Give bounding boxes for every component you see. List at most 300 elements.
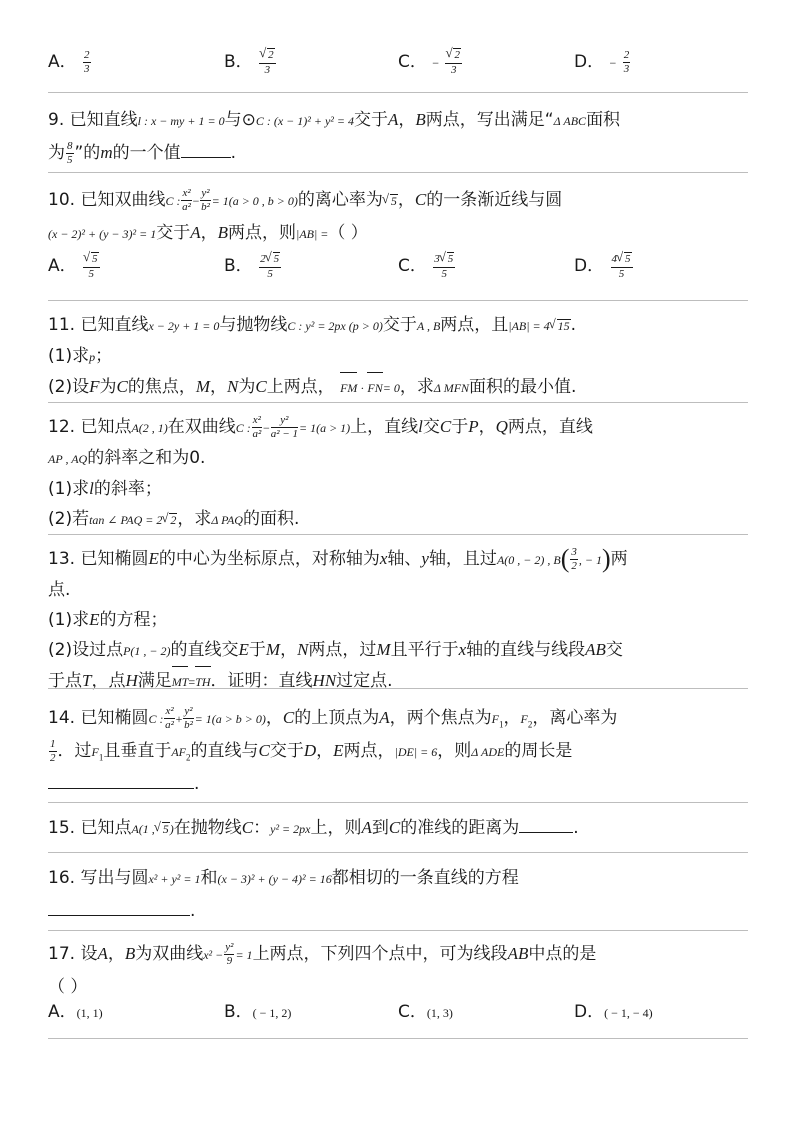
text: 的直线与 — [190, 741, 259, 761]
math: T — [82, 671, 92, 690]
denominator: 5 — [88, 267, 95, 280]
text: 轴、 — [387, 549, 422, 569]
sqrt: √ 5 — [447, 252, 455, 265]
text: ， — [200, 223, 218, 243]
text: ， — [107, 944, 125, 964]
math: C : y² = 2px (p > 0) — [287, 319, 383, 333]
text: 的方程； — [99, 610, 168, 630]
denominator: 5 — [441, 267, 448, 280]
text: ， — [316, 741, 334, 761]
math: = — [188, 675, 196, 689]
math: A , B — [416, 319, 441, 333]
option-label: B． — [224, 256, 253, 276]
denominator: 9 — [226, 954, 233, 967]
math: = 0 — [382, 381, 400, 395]
divider — [48, 92, 748, 93]
text: 轴的直线与线段 — [466, 640, 586, 660]
text: 且平行于 — [390, 640, 459, 660]
math: x² − — [203, 948, 224, 962]
numerator — [611, 252, 633, 267]
subscript: 2 — [186, 752, 191, 763]
math: B — [217, 223, 229, 242]
fraction — [164, 706, 174, 731]
math: = 1(a > b > 0) — [194, 712, 266, 726]
math: A — [361, 818, 372, 837]
math: F — [491, 712, 499, 726]
answer-blank[interactable] — [181, 139, 231, 158]
math: = 1 — [235, 948, 253, 962]
fraction — [49, 739, 57, 764]
text: 为双曲线 — [135, 944, 204, 964]
math: |AB| = — [296, 227, 329, 241]
text: 两点，则 — [228, 223, 297, 243]
divider — [48, 930, 748, 931]
option-value: (1, 3) — [426, 1006, 453, 1020]
math: B — [415, 110, 426, 129]
divider — [48, 802, 748, 803]
math: y — [421, 549, 429, 568]
answer-blank[interactable] — [48, 770, 194, 789]
q8-option-a[interactable] — [48, 46, 92, 78]
text: ， — [503, 708, 521, 728]
numerator: y² — [271, 415, 298, 428]
math: F — [520, 712, 528, 726]
text: 12. 已知点 — [48, 417, 132, 437]
text: 在双曲线 — [167, 417, 236, 437]
text: . — [573, 818, 579, 838]
math: P — [468, 417, 479, 436]
fraction — [252, 415, 262, 440]
denominator: a² — [252, 427, 262, 440]
sqrt: √ 5 — [273, 252, 281, 265]
numerator — [259, 48, 276, 63]
text: 两点，且 — [440, 315, 509, 335]
question-14: 14. 已知椭圆C : $\frac{\text{x²}}{\text{a²}}$ + $\frac{\text{y²}}{\text{b²}}$ = 1(a > b > 0)，C的上顶点为A，两个焦点为$F_1$，$F_2$，离心率为 $\frac{1}{2}$ ．过$F_1$且垂直于$AF_2$的直线与C交于D，E两点，|DE| = 6，则Δ ADE的周长是 . — [48, 704, 618, 794]
text: 的上顶点为 — [294, 708, 380, 728]
math: A(0 , − 2) , B — [496, 553, 561, 567]
subscript: 1 — [98, 752, 104, 763]
fraction — [623, 50, 631, 75]
math: C — [258, 741, 270, 760]
text: ； — [95, 346, 113, 366]
math: |DE| = 6 — [394, 745, 438, 759]
text: 满足 — [137, 671, 172, 691]
coefficient: 2 — [260, 253, 266, 266]
math: C — [282, 708, 295, 727]
math: E — [333, 741, 344, 760]
fraction — [433, 252, 455, 279]
text: ．证明：直线 — [210, 671, 313, 691]
numerator: x² — [182, 186, 191, 199]
text: 为 — [99, 377, 117, 397]
minus-sign: − — [432, 56, 440, 70]
sqrt: √ 2 — [267, 48, 275, 61]
subscript: 1 — [498, 719, 504, 730]
math: m — [100, 143, 113, 162]
fraction — [224, 942, 234, 967]
text: 14. 已知椭圆 — [48, 708, 149, 728]
sqrt: √ 15 — [557, 319, 571, 333]
text: 的面积. — [242, 509, 300, 529]
text: 和 — [200, 868, 218, 888]
text: ，点 — [91, 671, 126, 691]
math: l : x − my + 1 = 0 — [137, 114, 225, 128]
text: ．过 — [57, 741, 92, 761]
denominator: a² — [165, 718, 174, 731]
math: C : (x − 1)² + y² = 4 — [255, 114, 354, 128]
math: x² + y² = 1 — [148, 872, 201, 886]
denominator: 2 — [50, 751, 56, 764]
fraction — [66, 141, 74, 166]
math: M — [265, 640, 281, 659]
sqrt: √ 5 — [624, 252, 632, 265]
fraction — [445, 48, 462, 75]
text: 中点的是 — [528, 944, 597, 964]
text: 交 — [422, 417, 440, 437]
text: (1)求 — [48, 610, 90, 630]
option-label: D． — [574, 52, 605, 72]
text: 的焦点， — [127, 377, 196, 397]
math: M — [195, 377, 210, 396]
text: ， — [478, 417, 496, 437]
denominator: 3 — [450, 63, 457, 76]
text: 交于 — [156, 223, 191, 243]
text: 交于 — [353, 110, 388, 130]
text: 于 — [248, 640, 266, 660]
divider — [48, 534, 748, 535]
divider — [48, 172, 748, 173]
q10-option-b[interactable] — [224, 250, 282, 282]
text: 在抛物线 — [173, 818, 242, 838]
text: ，求 — [177, 509, 212, 529]
text: 两点，直线 — [507, 417, 593, 437]
math: C — [388, 818, 401, 837]
question-12: 12. 已知点A(2 , 1)在双曲线C : $\frac{\text{x²}}{\text{a²}}$ − $\frac{\text{y²}}{\text{a² − 1}}$ = 1(a > 1)上，直线l交C于P，Q两点，直线 AP , AQ的斜率之和为0. (1)求l的斜率； (2)若tan ∠ PAQ = 2√ 2，求Δ PAQ的面积. — [48, 412, 748, 535]
math: E — [148, 549, 159, 568]
option-label: D． — [574, 1002, 605, 1022]
denominator: a² − 1 — [270, 427, 298, 440]
question-15 — [48, 812, 748, 845]
math: p — [89, 350, 96, 364]
text: 的一个值 — [112, 143, 181, 163]
denominator: 5 — [618, 267, 625, 280]
numerator — [445, 48, 462, 63]
numerator: 2 — [84, 48, 90, 61]
text: ，则 — [437, 741, 472, 761]
fraction — [570, 547, 578, 572]
sqrt: √ 5 — [162, 822, 170, 836]
text: 面积 — [586, 110, 621, 130]
text: 的周长是 — [504, 741, 573, 761]
option-label: C． — [398, 256, 427, 276]
text: 都相切的一条直线的方程 — [331, 868, 519, 888]
math: M — [376, 640, 391, 659]
math: N — [297, 640, 309, 659]
text: 上两点， — [266, 377, 335, 397]
option-value: ( − 1, − 4) — [604, 1006, 653, 1020]
option-label: C． — [398, 52, 427, 72]
denominator: 2 — [571, 559, 577, 572]
fraction — [200, 188, 210, 213]
sqrt: √ 2 — [453, 48, 461, 61]
text: 两 — [610, 549, 628, 569]
math: N — [227, 377, 239, 396]
answer-blank[interactable] — [519, 814, 573, 833]
text: (1)求 — [48, 346, 90, 366]
q17-option-a[interactable] — [48, 996, 103, 1028]
question-13: 13. 已知椭圆E的中心为坐标原点，对称轴为x轴、y轴，且过A(0 , − 2) , B( $\frac{3}{2}$ , − 1)两 点. (1)求E的方程； (2)设过点P(1 , − 2)的直线交E于M，N两点，过M且平行于x轴的直线与线段AB交 于点T，点H满足MT=TH．证明：直线HN过定点. — [48, 544, 748, 697]
text: 交 — [605, 640, 623, 660]
text: 13. 已知椭圆 — [48, 549, 149, 569]
fraction — [83, 50, 91, 75]
math: l — [418, 417, 423, 436]
numerator: 1 — [50, 737, 56, 750]
numerator — [259, 252, 281, 267]
text: 上，直线 — [350, 417, 419, 437]
math: A — [97, 944, 108, 963]
math: Q — [495, 417, 508, 436]
math: D — [303, 741, 317, 760]
text: 15. 已知点 — [48, 818, 132, 838]
text: 为 — [238, 377, 256, 397]
numerator: 2 — [623, 48, 630, 61]
text: . — [190, 901, 196, 921]
math: E — [89, 610, 100, 629]
text: (2)设过点 — [48, 640, 124, 660]
text: 的一条渐近线与圆 — [426, 190, 563, 210]
numerator — [83, 252, 100, 267]
math: C : — [165, 194, 181, 208]
math: Δ ADE — [471, 745, 505, 759]
denominator: 3 — [84, 62, 90, 75]
q17-option-c[interactable] — [398, 996, 453, 1028]
math: Δ MFN — [433, 381, 470, 395]
divider — [48, 688, 748, 689]
divider — [48, 300, 748, 301]
math: C — [255, 377, 267, 396]
question-10: 10. 已知双曲线C : $\frac{\text{x²}}{\text{a²}}$ − $\frac{\text{y²}}{\text{b²}}$ = 1(a > 0 , b > 0)的离心率为√ 5，C的一条渐近线与圆 (x − 2)² + (y − 3)² = 1交于A，B两点，则|AB| =（ ） — [48, 184, 748, 250]
fraction — [611, 252, 633, 279]
option-label: B． — [224, 1002, 253, 1022]
text: 两点， — [343, 741, 395, 761]
numerator — [433, 252, 455, 267]
answer-paren[interactable]: （ ） — [48, 977, 88, 997]
text: 轴，且过 — [428, 549, 497, 569]
q10-option-c[interactable] — [398, 250, 456, 282]
divider — [48, 1038, 748, 1039]
math: ) — [169, 822, 174, 836]
math: C : — [148, 712, 164, 726]
math: |AB| = 4 — [508, 319, 550, 333]
coefficient: 4 — [611, 253, 617, 266]
fraction — [181, 188, 191, 213]
vector: FN — [367, 373, 382, 403]
text: ，离心率为 — [532, 708, 618, 728]
q10-option-a[interactable] — [48, 250, 101, 282]
text: 上两点，下列四个点中，可为线段 — [252, 944, 508, 964]
math: C — [116, 377, 128, 396]
math: x − 2y + 1 = 0 — [148, 319, 220, 333]
text: 面积的最小值. — [469, 377, 577, 397]
numerator: y² — [225, 940, 234, 953]
math: AF — [171, 745, 187, 759]
math: C — [241, 818, 254, 837]
text: 10. 已知双曲线 — [48, 190, 166, 210]
question-17 — [48, 938, 748, 1003]
text: . — [230, 143, 236, 163]
fraction — [183, 706, 193, 731]
math: H — [125, 671, 138, 690]
q17-option-d[interactable] — [574, 996, 653, 1028]
denominator: b² — [201, 200, 210, 213]
text: 上，则 — [310, 818, 362, 838]
text: 于 — [451, 417, 469, 437]
math: F — [89, 377, 100, 396]
denominator: b² — [184, 718, 193, 731]
text: ， — [398, 110, 416, 130]
text: (2)设 — [48, 377, 90, 397]
text: 于点 — [48, 671, 82, 691]
math: = 1(a > 0 , b > 0) — [211, 194, 298, 208]
text: ， — [280, 640, 298, 660]
math: A(1 , — [131, 822, 155, 836]
math: tan ∠ PAQ = 2 — [89, 513, 163, 527]
text: ， — [265, 708, 283, 728]
text: 为 — [48, 143, 65, 163]
text: 11. 已知直线 — [48, 315, 149, 335]
q8-option-c[interactable] — [398, 46, 463, 78]
text: 17. 设 — [48, 944, 98, 964]
text: 的斜率之和为0. — [87, 448, 206, 468]
q8-option-d[interactable] — [574, 46, 631, 78]
text: 与⊙ — [224, 110, 256, 130]
fraction — [259, 48, 276, 75]
text: . — [570, 315, 577, 335]
text: ”的 — [74, 143, 101, 163]
answer-blank[interactable] — [48, 897, 190, 916]
math: A — [379, 708, 390, 727]
fraction — [83, 252, 100, 279]
text: 交于 — [382, 315, 417, 335]
text: 到 — [371, 818, 389, 838]
math: F — [91, 745, 99, 759]
text: 的中心为坐标原点，对称轴为 — [158, 549, 380, 569]
numerator: y² — [201, 186, 210, 199]
coefficient: 3 — [434, 253, 440, 266]
question-16 — [48, 862, 748, 927]
option-label: D． — [574, 256, 605, 276]
numerator: y² — [184, 704, 193, 717]
subscript: 2 — [527, 719, 533, 730]
option-label: A． — [48, 256, 77, 276]
option-label: B． — [224, 52, 253, 72]
text: ， — [210, 377, 227, 397]
math: A — [190, 223, 201, 242]
sqrt: √ 5 — [91, 252, 99, 265]
question-11: 11. 已知直线x − 2y + 1 = 0与抛物线C : y² = 2px (p > 0)交于A , B两点，且|AB| = 4√ 15. (1)求p； (2)设F为C的焦点，M，N为C上两点， FM · FN= 0，求Δ MFN面积的最小值. — [48, 310, 748, 403]
divider — [48, 402, 748, 403]
fraction — [259, 252, 281, 279]
text: 9. 已知直线 — [48, 110, 138, 130]
text: 两点，写出满足“ — [425, 110, 554, 130]
text: 点. — [48, 580, 71, 600]
question-9 — [48, 104, 748, 169]
numerator: 8 — [67, 139, 73, 152]
fraction — [271, 415, 298, 440]
q10-option-d[interactable] — [574, 250, 634, 282]
math: C — [414, 190, 427, 209]
text: 的离心率为 — [297, 190, 383, 210]
option-value: (1, 1) — [76, 1006, 103, 1020]
option-label: C． — [398, 1002, 427, 1022]
text: ，两个焦点为 — [389, 708, 492, 728]
text: 与抛物线 — [219, 315, 288, 335]
sqrt: √ 2 — [169, 513, 177, 527]
text: 过定点. — [336, 671, 393, 691]
math: l — [89, 479, 94, 498]
math: = 1(a > 1) — [298, 421, 351, 435]
text: 两点，过 — [308, 640, 377, 660]
numerator: x² — [252, 413, 261, 426]
q17-option-b[interactable] — [224, 996, 291, 1028]
math: E — [238, 640, 249, 659]
denominator: 3 — [623, 62, 630, 75]
denominator: 3 — [264, 63, 271, 76]
text: (1)求 — [48, 479, 90, 499]
denominator: a² — [182, 200, 191, 213]
text: ， — [397, 190, 415, 210]
text: 交于 — [269, 741, 304, 761]
q8-option-b[interactable] — [224, 46, 277, 78]
text: 的斜率； — [93, 479, 162, 499]
numerator: 3 — [571, 545, 577, 558]
math: x — [458, 640, 467, 659]
math: AB — [507, 944, 529, 963]
math: C : — [235, 421, 251, 435]
math: C — [439, 417, 452, 436]
math: A(2 , 1) — [131, 421, 168, 435]
denominator: 5 — [67, 153, 73, 166]
math: (x − 2)² + (y − 3)² = 1 — [48, 227, 157, 241]
denominator: 5 — [267, 267, 273, 280]
answer-paren[interactable]: （ ） — [328, 223, 368, 243]
vector: TH — [195, 667, 210, 697]
text: . — [194, 774, 200, 794]
math: A — [387, 110, 399, 129]
text: ，求 — [399, 377, 434, 397]
text: (2)若 — [48, 509, 90, 529]
math: y² = 2px — [270, 822, 311, 836]
math: Δ PAQ — [211, 513, 243, 527]
vector: FM — [340, 373, 357, 403]
math: x — [379, 549, 388, 568]
option-label: A． — [48, 1002, 77, 1022]
math: B — [124, 944, 136, 963]
divider — [48, 852, 748, 853]
text: 的准线的距离为 — [400, 818, 520, 838]
text: 且垂直于 — [103, 741, 172, 761]
math: , − 1 — [578, 553, 602, 567]
option-label: A． — [48, 52, 77, 72]
option-value: ( − 1, 2) — [252, 1006, 292, 1020]
math: (x − 3)² + (y − 4)² = 16 — [217, 872, 332, 886]
math: AB — [585, 640, 606, 659]
text: ： — [253, 818, 271, 838]
sqrt: √ 5 — [390, 194, 398, 208]
text: 16. 写出与圆 — [48, 868, 149, 888]
math: Δ ABC — [553, 114, 587, 128]
math: AP , AQ — [48, 452, 88, 466]
